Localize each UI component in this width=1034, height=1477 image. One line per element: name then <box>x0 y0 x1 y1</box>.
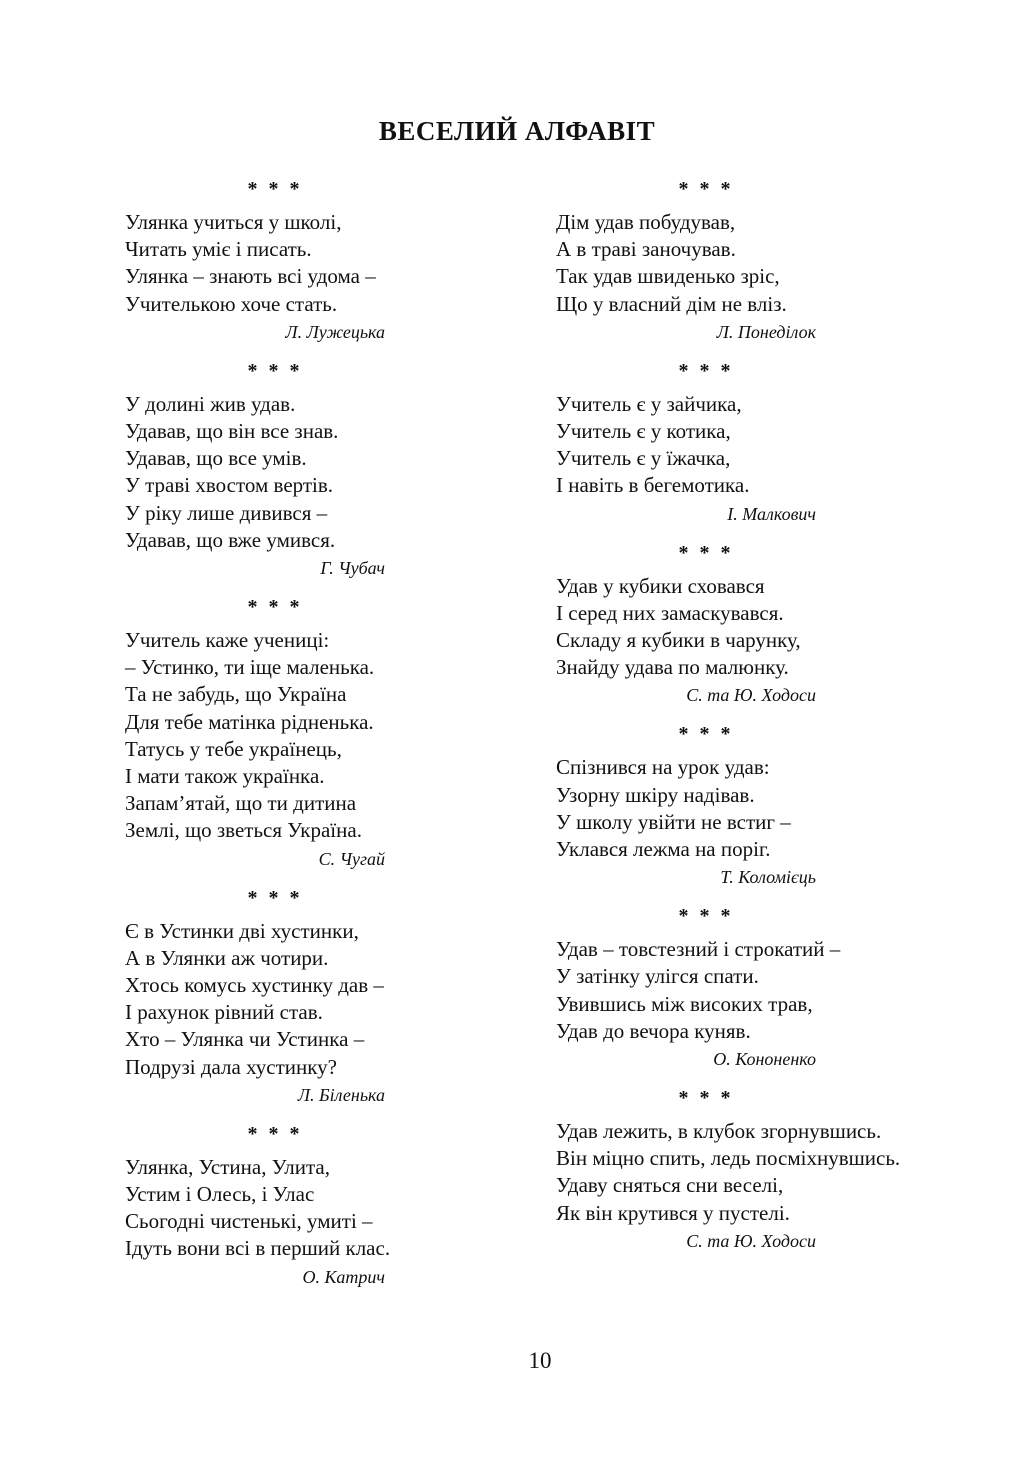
page-number: 10 <box>528 1348 552 1373</box>
poem-line: Татусь у тебе українець, <box>125 736 342 761</box>
poem-line: Хтось комусь хустинку дав – <box>125 973 384 998</box>
poem-line: Удавав, що він все знав. <box>125 419 339 444</box>
poem-author: Л. Лужецька <box>285 321 385 342</box>
poem-line: Хто – Улянка чи Устинка – <box>125 1027 365 1052</box>
poem-line: Узорну шкіру надівав. <box>556 782 755 807</box>
poem-line: Улянка, Устина, Улита, <box>125 1154 330 1179</box>
poem-line: Улянка учиться у школі, <box>125 210 342 234</box>
poem-line: Удавав, що вже умився. <box>125 527 336 552</box>
poem-line: Та не забудь, що Україна <box>125 682 347 707</box>
poem-author: Л. Понеділок <box>716 321 816 342</box>
poem-line: Устим і Олесь, і Улас <box>125 1182 315 1207</box>
poem <box>556 1087 936 1255</box>
poem-line: Удавав, що все умів. <box>125 446 307 471</box>
poem-separator: * * * <box>678 178 734 200</box>
poem-author: І. Малкович <box>727 503 816 524</box>
poem-separator: * * * <box>678 1087 734 1110</box>
poem-author: С. Чугай <box>318 848 385 869</box>
poem-separator: * * * <box>678 723 734 746</box>
poem-line: А в траві заночував. <box>556 237 736 262</box>
poem-line: І мати також українка. <box>125 764 325 789</box>
poem-author: С. та Ю. Ходоси <box>686 685 816 706</box>
poem-line: У долині жив удав. <box>125 391 296 416</box>
poem <box>125 887 505 1109</box>
poem-line: Ідуть вони всі в перший клас. <box>125 1236 391 1261</box>
poem <box>556 905 936 1073</box>
poem-line: – Устинко, ти іще маленька. <box>125 655 375 680</box>
poem-line: Він міцно спить, ледь посміхнувшись. <box>556 1146 901 1171</box>
poem-line: Як він крутився у пустелі. <box>556 1200 790 1225</box>
poem-separator: * * * <box>678 359 734 382</box>
poem-line: Подрузі дала хустинку? <box>125 1054 337 1079</box>
poem-line: У школу увійти не встиг – <box>556 809 791 834</box>
poem-author: С. та Ю. Ходоси <box>686 1230 816 1251</box>
poem-line: Землі, що зветься Україна. <box>125 818 362 843</box>
poem-line: Учитель є у котика, <box>556 419 731 444</box>
poem-line: Учитель є у їжачка, <box>556 446 731 471</box>
poem-author: О. Кононенко <box>713 1049 816 1070</box>
poem-author: Г. Чубач <box>320 558 385 579</box>
poem-separator: * * * <box>247 359 303 382</box>
poem-line: Для тебе матінка рідненька. <box>125 709 374 734</box>
poem <box>556 542 936 710</box>
poem <box>556 360 936 528</box>
poem-line: У траві хвостом вертів. <box>125 473 334 498</box>
poem-separator: * * * <box>247 178 303 200</box>
poem-line: Удав до вечора куняв. <box>556 1018 751 1043</box>
poem-separator: * * * <box>247 1122 303 1145</box>
poem-line: Дім удав побудував, <box>556 210 736 234</box>
poem-line: Сьогодні чистенькі, умиті – <box>125 1209 373 1234</box>
poem-separator: * * * <box>247 596 303 619</box>
poem <box>125 596 505 873</box>
poem <box>125 178 505 346</box>
poem-line: Читать уміє і писать. <box>125 237 312 262</box>
poem-line: Запам’ятай, що ти дитина <box>125 791 357 816</box>
poem-line: Учитель каже учениці: <box>125 628 330 653</box>
poem-line: Так удав швиденько зріс, <box>556 264 780 289</box>
poem-separator: * * * <box>247 886 303 909</box>
poem-line: Удаву сняться сни веселі, <box>556 1173 784 1198</box>
page-title: ВЕСЕЛИЙ АЛФАВІТ <box>378 116 656 146</box>
poem <box>125 360 505 582</box>
poem-author: Т. Коломієць <box>720 867 816 888</box>
poem-line: Учитель є у зайчика, <box>556 391 742 416</box>
poem-line: А в Улянки аж чотири. <box>125 945 329 970</box>
poem-line: І навіть в бегемотика. <box>556 473 750 498</box>
poem-line: Удав – товстезний і строкатий – <box>556 937 841 962</box>
poem-line: Улянка – знають всі удома – <box>125 264 376 289</box>
poem-line: У ріку лише дивився – <box>125 500 328 525</box>
poem-line: Знайду удава по малюнку. <box>556 655 789 680</box>
poem-line: Є в Устинки дві хустинки, <box>125 918 359 943</box>
poem-line: У затінку улігся спати. <box>556 964 759 989</box>
poem-line: Що у власний дім не вліз. <box>556 291 787 316</box>
poem-line: Удав лежить, в клубок згорнувшись. <box>556 1119 882 1144</box>
poem <box>556 723 936 891</box>
poem-line: Спізнився на урок удав: <box>556 755 770 780</box>
poem-line: Учителькою хоче стать. <box>125 291 338 316</box>
poem-author: Л. Біленька <box>297 1084 385 1105</box>
poem-author: О. Катрич <box>302 1266 385 1287</box>
poem-line: Складу я кубики в чарунку, <box>556 628 801 653</box>
left-column <box>125 178 505 1305</box>
right-column <box>556 178 936 1269</box>
poem-line: І рахунок рівний став. <box>125 1000 323 1025</box>
poem <box>556 178 936 346</box>
poem-separator: * * * <box>678 905 734 928</box>
poem-separator: * * * <box>678 541 734 564</box>
poem-line: Уклався лежма на поріг. <box>556 837 771 862</box>
poem-line: Увившись між високих трав, <box>556 991 813 1016</box>
poem-line: І серед них замаскувався. <box>556 600 784 625</box>
poem-line: Удав у кубики сховався <box>556 573 765 598</box>
poem <box>125 1123 505 1291</box>
